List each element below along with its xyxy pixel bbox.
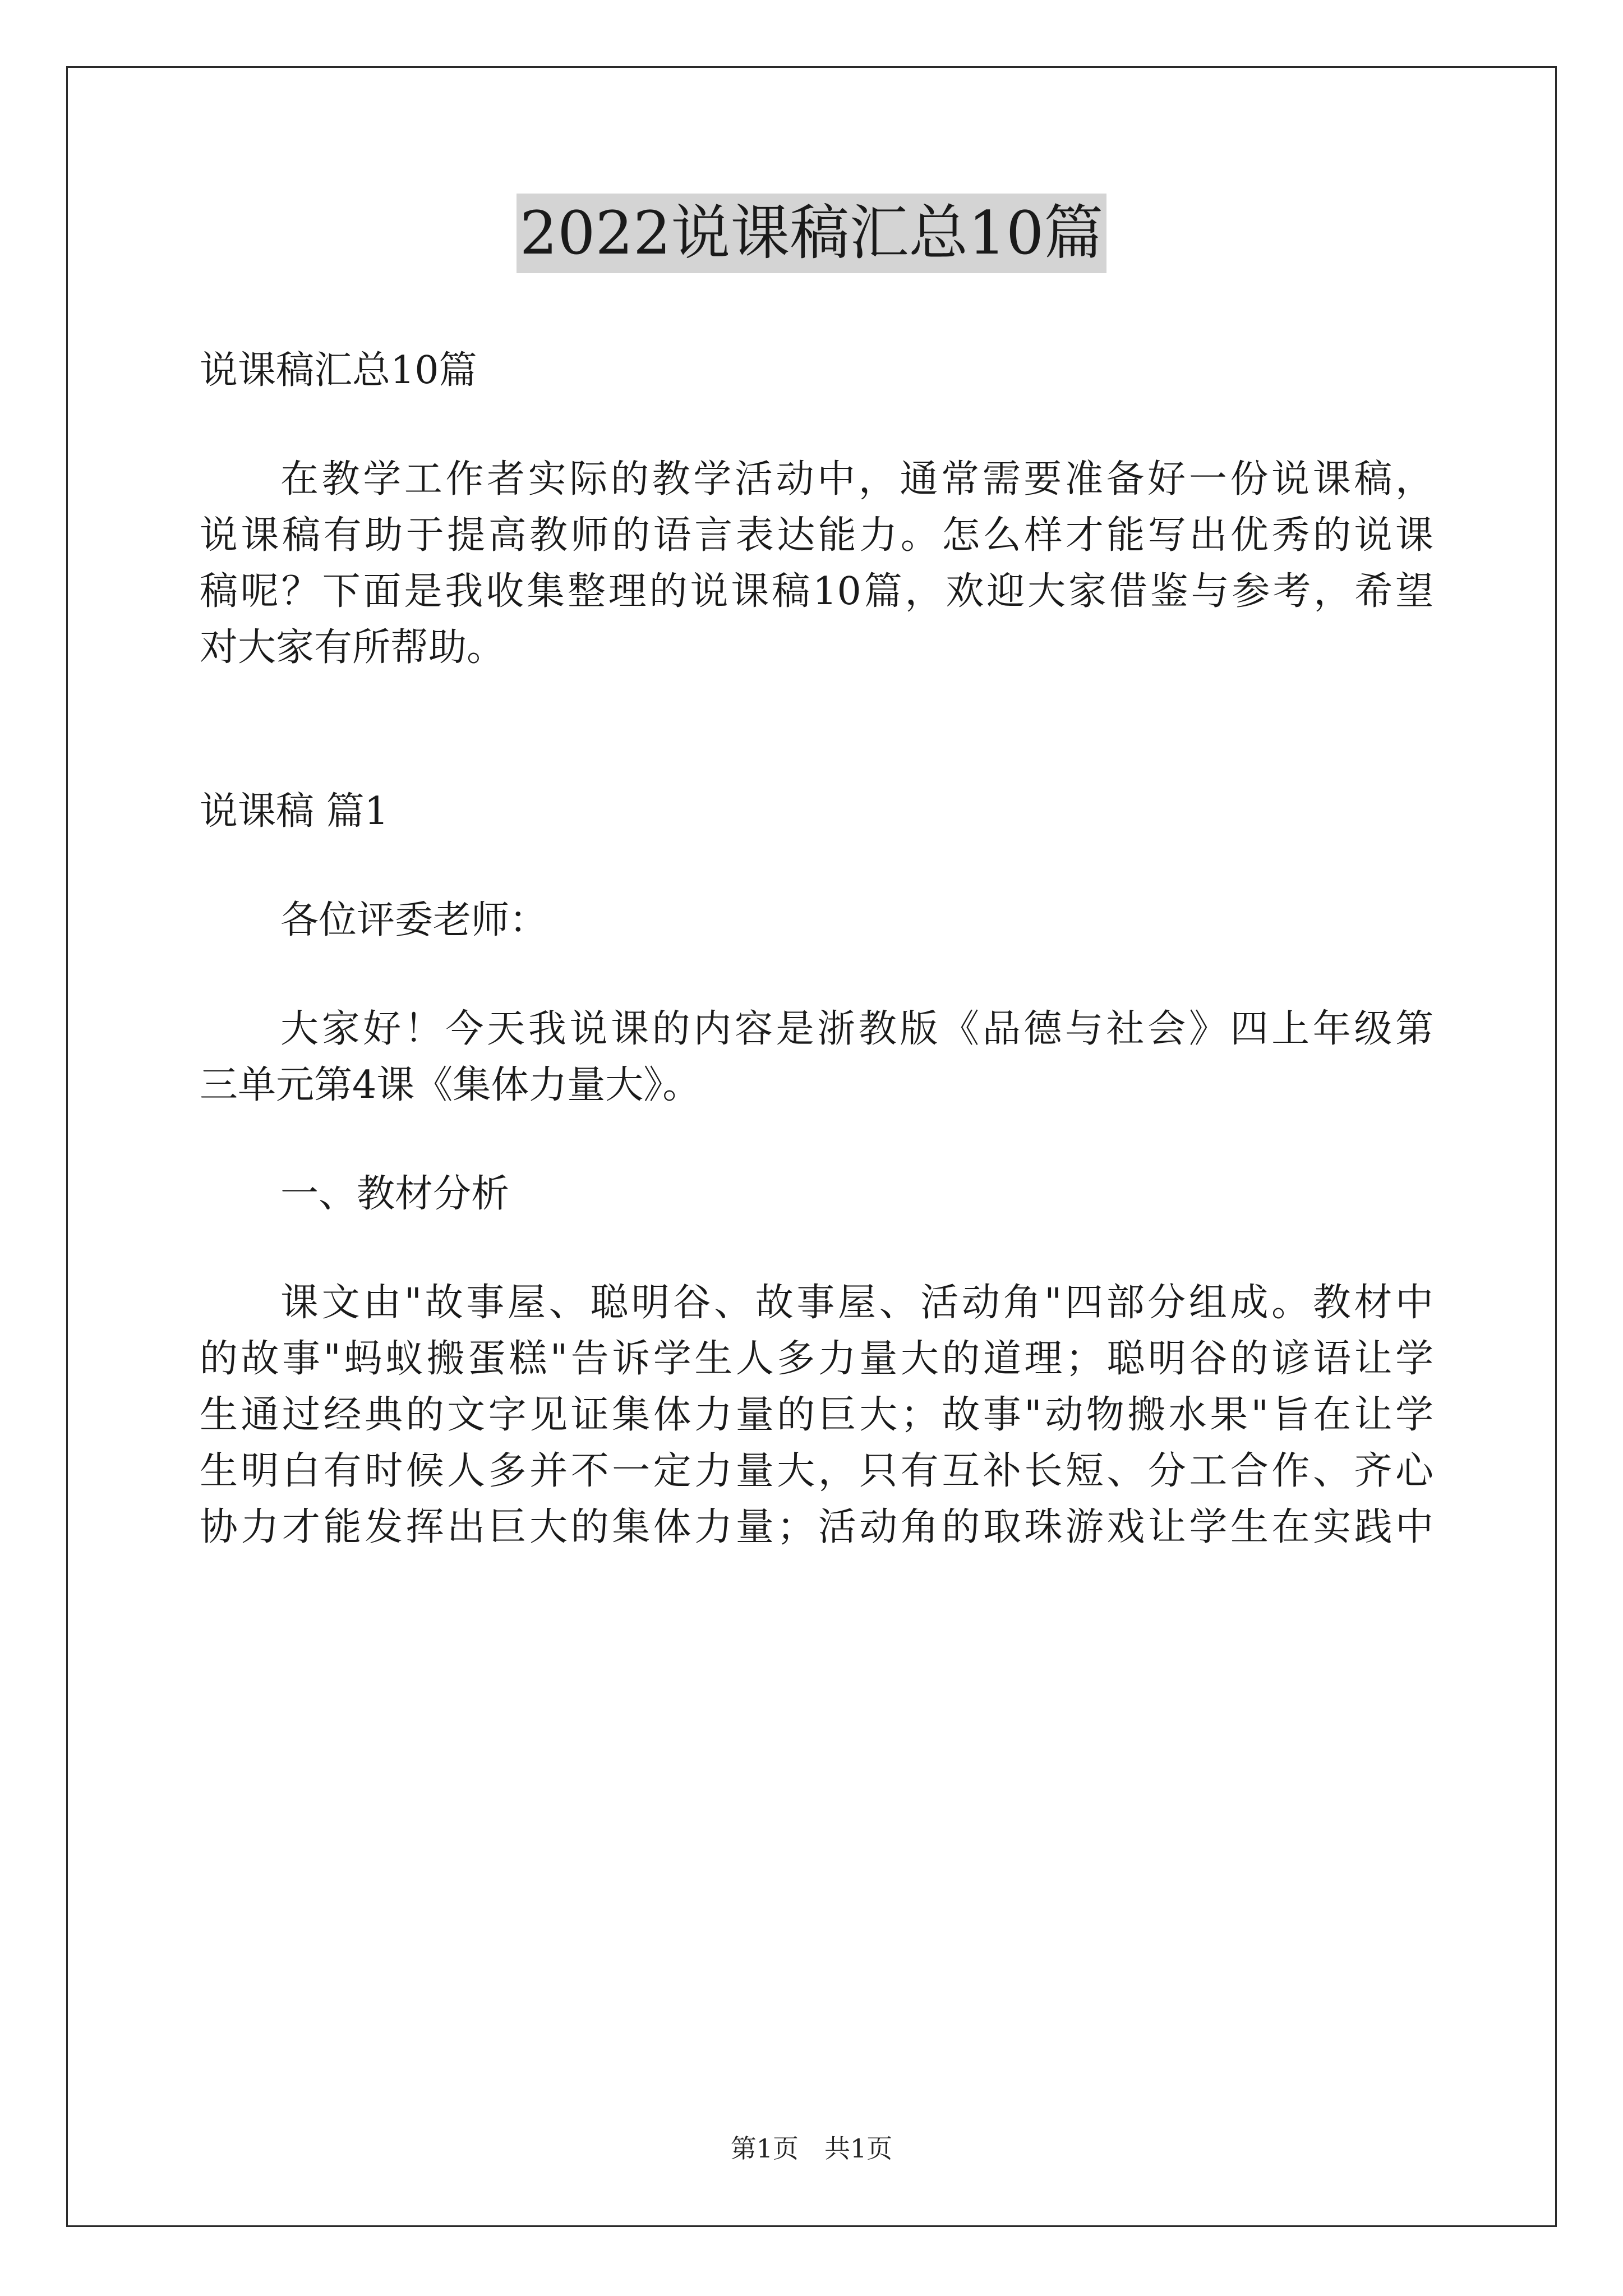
- analysis-line-2: 的故事"蚂蚁搬蛋糕"告诉学生人多力量大的道理；聪明谷的谚语让学: [200, 1337, 1433, 1381]
- intro-line-4: 对大家有所帮助。: [200, 625, 505, 670]
- analysis-line-3: 生通过经典的文字见证集体力量的巨大；故事"动物搬水果"旨在让学: [200, 1393, 1433, 1437]
- analysis-line-4: 生明白有时候人多并不一定力量大，只有互补长短、分工合作、齐心: [200, 1449, 1433, 1493]
- greeting-line-2: 三单元第4课《集体力量大》。: [200, 1063, 701, 1107]
- intro-line-3: 稿呢？下面是我收集整理的说课稿10篇，欢迎大家借鉴与参考，希望: [200, 569, 1433, 614]
- section-heading: 说课稿 篇1: [200, 789, 389, 834]
- document-subtitle: 说课稿汇总10篇: [200, 348, 477, 393]
- page-footer: 第1页 共1页: [730, 2133, 893, 2164]
- document-title-text: 2022说课稿汇总10篇: [517, 194, 1107, 273]
- document-title: [0, 194, 1623, 273]
- intro-line-1: 在教学工作者实际的教学活动中，通常需要准备好一份说课稿，: [280, 457, 1433, 501]
- greeting-line-1: 大家好！今天我说课的内容是浙教版《品德与社会》四上年级第: [280, 1007, 1433, 1051]
- salutation: 各位评委老师：: [280, 898, 548, 942]
- analysis-line-5: 协力才能发挥出巨大的集体力量；活动角的取珠游戏让学生在实践中: [200, 1505, 1433, 1549]
- document-body: [200, 343, 1433, 1556]
- analysis-line-1: 课文由"故事屋、聪明谷、故事屋、活动角"四部分组成。教材中: [280, 1281, 1433, 1325]
- subheading-textbook-analysis: 一、教材分析: [280, 1172, 510, 1216]
- intro-line-2: 说课稿有助于提高教师的语言表达能力。怎么样才能写出优秀的说课: [200, 513, 1433, 558]
